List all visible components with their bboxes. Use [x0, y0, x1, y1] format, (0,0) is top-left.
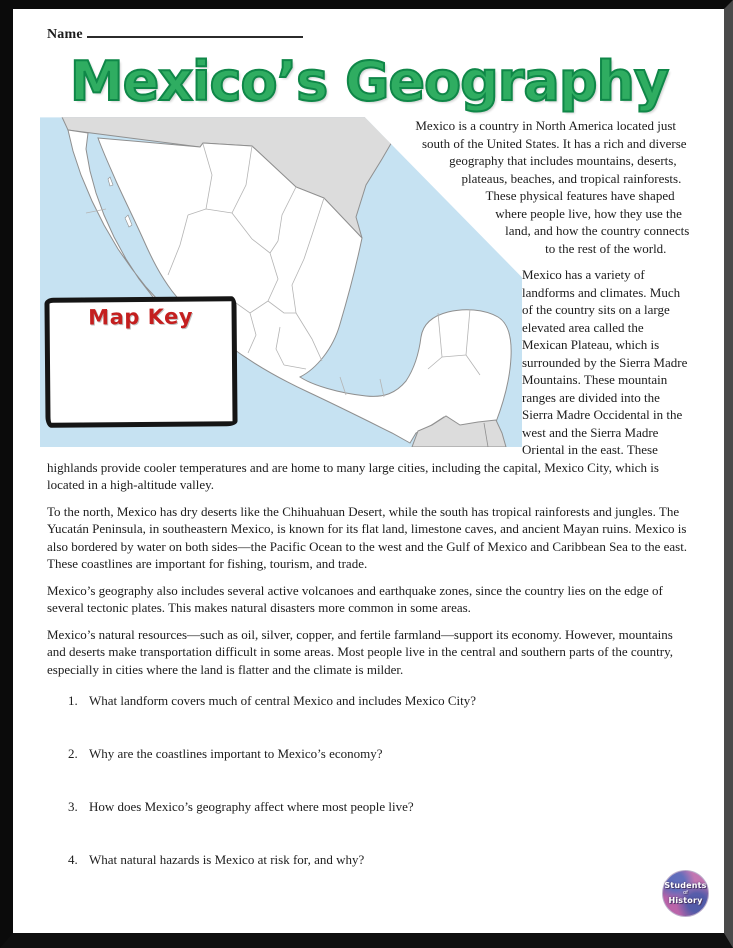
question-1-text: What landform covers much of central Mexico and includes Mexico City? — [89, 693, 476, 709]
name-row — [47, 24, 691, 48]
question-3 — [68, 799, 691, 815]
question-3-number: 3. — [68, 799, 78, 815]
logo-text-mid: of — [683, 890, 688, 896]
paragraph-intro: Mexico is a country in North America located just south of the United States. It has a rich and diverse geography that includes mountains, deserts, plateaus, beaches, and tropical rainforests. These physical features have shaped where people live, how they use the land, and how the country connects to the rest of the world. — [415, 118, 690, 256]
article-body — [47, 117, 691, 678]
question-2-number: 2. — [68, 746, 78, 762]
question-4 — [68, 852, 691, 868]
name-blank-line[interactable] — [87, 24, 303, 38]
question-4-number: 4. — [68, 852, 78, 868]
question-2 — [68, 746, 691, 762]
name-label: Name — [47, 27, 83, 42]
mexico-map — [40, 117, 522, 447]
question-1-number: 1. — [68, 693, 78, 709]
paragraph-resources: Mexico’s natural resources—such as oil, silver, copper, and fertile farmland—support its economy. However, mountains and deserts make transportation difficult in some areas. Most people live in the central and southern parts of the country, especially in cities where the land is flatter and the climate is milder. — [47, 626, 673, 677]
map-key-box — [44, 297, 237, 429]
paragraph-hazards: Mexico’s geography also includes several active volcanoes and earthquake zones, since the country lies on the edge of several tectonic plates. This makes natural disasters more common in some areas. — [47, 582, 663, 616]
logo-text-bottom: History — [668, 896, 703, 905]
question-2-text: Why are the coastlines important to Mexico’s economy? — [89, 746, 383, 762]
paragraph-regions-coasts: To the north, Mexico has dry deserts like the Chihuahuan Desert, while the south has tropical rainforests and jungles. The Yucatán Peninsula, in southeastern Mexico, is known for its flat land, limestone caves, and ancient Mayan ruins. Mexico is also bordered by water on both sides—the Pacific Ocean to the west and the Gulf of Mexico and Caribbean Sea to the east. These coastlines are important for fishing, tourism, and trade. — [47, 503, 688, 572]
students-of-history-logo — [663, 871, 708, 916]
logo-text-top: Students — [664, 881, 707, 890]
map-key-title: Map Key — [88, 304, 194, 330]
question-4-text: What natural hazards is Mexico at risk for, and why? — [89, 852, 365, 868]
question-list — [47, 693, 691, 868]
worksheet-title: Mexico’s Geography — [69, 50, 669, 113]
question-1 — [68, 693, 691, 709]
question-3-text: How does Mexico’s geography affect where most people live? — [89, 799, 414, 815]
paragraph-landforms: Mexico has a variety of landforms and climates. Much of the country sits on a large elevated area called the Mexican Plateau, which is surrounded by the Sierra Madre Mountains. These mountain ranges are divided into the Sierra Madre Occidental in the west and the Sierra Madre Oriental in the east. These highlands provide cooler temperatures and are home to many large cities, including the capital, Mexico City, which is located in a high-altitude valley. — [47, 267, 688, 493]
